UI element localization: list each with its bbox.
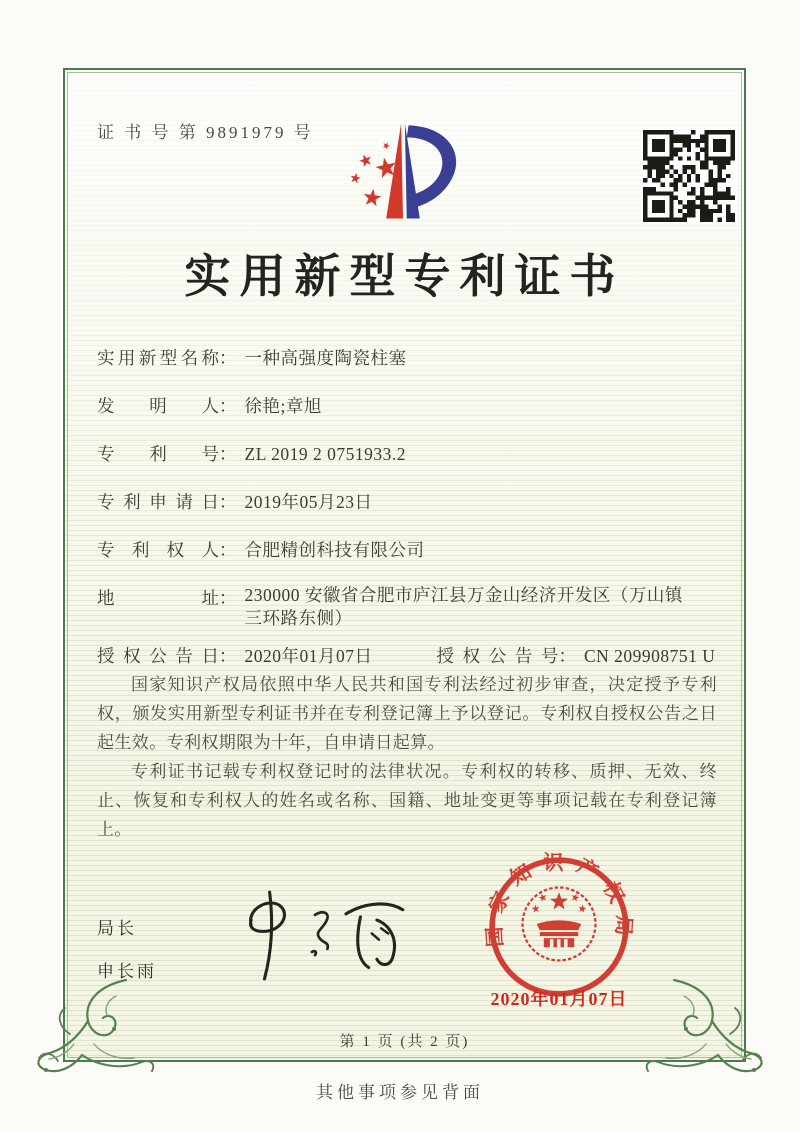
address-line-1: 230000 安徽省合肥市庐江县万金山经济开发区（万山镇 [244,585,683,605]
certificate-title: 实用新型专利证书 [184,251,625,302]
field-value [245,584,716,630]
seal-ring-text: 国家知识产权局 [483,852,635,948]
field-application-date: 专利申请日 ： 2019年05月23日 [97,488,715,516]
field-label: 专利号 [97,444,219,464]
certificate-sheet [63,68,746,1062]
legal-paragraph-1: 国家知识产权局依照中华人民共和国专利法经过初步审查，决定授予专利权，颁发实用新型专利证书并在专利登记簿上予以登记。专利权自授权公告之日起生效。专利权期限为十年，自申请日起算。 [97,675,717,752]
field-grant-number: 授权公告号 ： CN 209908751 U [437,642,716,670]
field-value: 一种高强度陶瓷柱塞 [244,348,407,368]
field-label: 授权公告号 [436,646,559,666]
field-inventor: 发明人 ： 徐艳;章旭 [97,392,715,420]
field-label: 地址 [97,588,219,608]
field-value: 2020年01月07日 [244,646,373,666]
page-number: 第 1 页 (共 2 页) [339,1034,470,1050]
field-label: 专利申请日 [97,492,219,512]
field-value: CN 209908751 U [584,646,716,666]
seal-date: 2020年01月07日 [490,989,628,1009]
field-value: 2019年05月23日 [244,492,373,512]
signer-name: 申长雨 [97,962,157,981]
field-label: 授权公告日 [97,646,219,666]
field-utility-model-name: 实用新型名称 ： 一种高强度陶瓷柱塞 [97,344,715,372]
field-patent-number: 专利号 ： ZL 2019 2 0751933.2 [97,440,715,468]
signature-icon [215,886,413,984]
legal-paragraph-2: 专利证书记载专利权登记时的法律状况。专利权的转移、质押、无效、终止、恢复和专利权人的姓名或名称、国籍、地址变更等事项记载在专利登记簿上。 [97,762,717,839]
back-note: 其他事项参见背面 [316,1083,484,1102]
field-value: ZL 2019 2 0751933.2 [244,444,406,464]
field-label: 发明人 [97,396,219,416]
legal-text [97,670,717,844]
field-patentee: 专利权人 ： 合肥精创科技有限公司 [97,536,715,564]
field-label: 专利权人 [97,540,219,560]
field-value: 合肥精创科技有限公司 [244,540,425,560]
address-line-2: 三环路东侧） [244,608,353,628]
cnipa-logo-icon [337,114,469,226]
field-grant-date: 授权公告日 ： 2020年01月07日 [97,642,413,670]
field-value: 徐艳;章旭 [244,396,322,416]
corner-flourish-right-icon [636,974,772,1076]
corner-flourish-left-icon [28,974,164,1076]
signer-title: 局长 [97,919,137,938]
field-grant-row [97,642,715,670]
field-label: 实用新型名称 [97,348,219,368]
field-list [97,344,715,690]
official-seal-icon [483,851,635,1003]
certificate-number: 证 书 号 第 9891979 号 [97,123,314,142]
field-address: 地址 ： 230000 安徽省合肥市庐江县万金山经济开发区（万山镇 三环路东侧） [97,584,715,630]
qr-code [641,128,737,224]
national-emblem-icon [523,887,596,960]
